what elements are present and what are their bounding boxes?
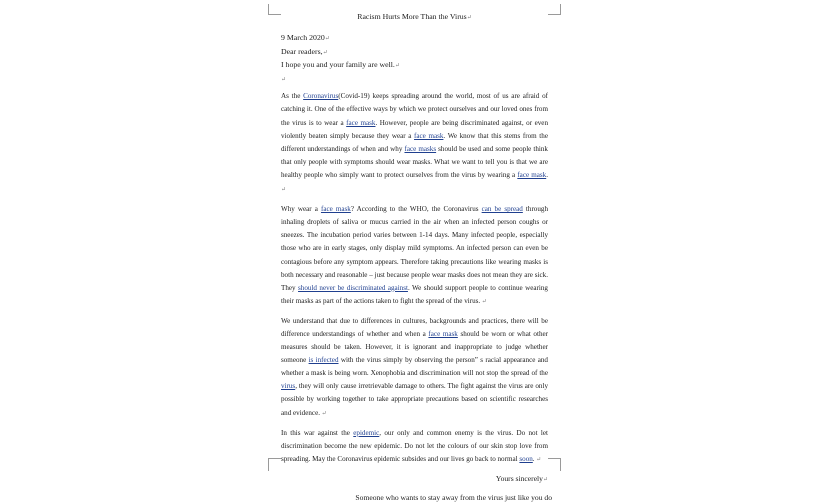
paragraph-text: In this war against the (281, 428, 354, 437)
paragraph-text: We understand that due to differences in cultures, backgrounds and practices, there will be difference understandings of whether and when a (281, 316, 548, 338)
paragraph-2 (281, 203, 548, 309)
underlined-term[interactable]: face masks (404, 144, 437, 153)
paragraph-text: through inhaling droplets of saliva or mucus carried in the air when an infected person coughs or sneezes. The incubation period varies between 1-14 days. Many infected people, especially those who are in early stages, only display mild symptoms. An infected person can even be contagious before any symptom appears. Therefore taking precautions like wearing masks is both necessary and reasonable – just because people wear masks does not mean they are sick. They (281, 205, 548, 292)
paragraph-text: . (546, 170, 548, 179)
signature-line: Someone who wants to stay away from the virus just like you do (355, 493, 552, 503)
paragraph-text: . (532, 454, 535, 463)
paragraph-text: , our only and common enemy is the virus. Do not let discrimination become the new epidemic. Do not let the colours of our skin stop love from spreading. May the Coronavirus epidemic subsides and our lives go back to normal (281, 428, 549, 463)
document-title: Racism Hurts More Than the Virus↵ (357, 12, 472, 21)
paragraph-text: . However, people are being discriminated against, or even violently beaten simply because they wear a (281, 118, 548, 140)
underlined-term[interactable]: Coronavirus (303, 92, 339, 101)
paragraph-text: (Covid-19) keeps spreading around the world, most of us are afraid of catching it. One of the effective ways by which we protect ourselves and our loved ones from the virus is to wear a (281, 92, 548, 127)
underlined-term[interactable]: epidemic (353, 428, 380, 437)
closing-line: Yours sincerely↵ (495, 473, 548, 483)
empty-line: ↵ (281, 76, 287, 83)
paragraph-mark: ↵ (281, 187, 287, 194)
underlined-term[interactable]: face mask (346, 118, 376, 127)
underlined-term[interactable]: can be spread (481, 205, 523, 214)
underlined-term[interactable]: face mask (517, 170, 547, 179)
underlined-term[interactable]: face mask (414, 131, 444, 140)
paragraph-text: , they will only cause irretrievable damage to others. The fight against the virus are only possible by working together to take appropriate precautions based on scientific researches and evidence. (281, 382, 548, 417)
page-corner-top-left (268, 4, 281, 15)
paragraph-text: Why wear a (281, 205, 321, 214)
paragraph-text: should be worn or what other measures should be taken. However, it is ignorant and inappropriate to judge whether someone (281, 329, 549, 365)
paragraph-text: . We should support people to continue wearing their masks as part of the actions taken to fight the spread of the virus. (281, 283, 548, 305)
paragraph-text: . We know that this stems from the different understandings of when and why (281, 131, 548, 153)
paragraph-3 (281, 315, 548, 421)
page-corner-bottom-left (268, 458, 281, 471)
underlined-term[interactable]: soon (519, 454, 533, 463)
page-corner-bottom-right (548, 458, 561, 471)
greeting-block (281, 32, 548, 86)
underlined-term[interactable]: virus (281, 382, 296, 391)
paragraph-text: As the (281, 92, 304, 101)
document-page[interactable] (281, 11, 552, 504)
underlined-term[interactable]: face mask (320, 205, 351, 214)
underlined-term[interactable]: should never be discriminated against (298, 283, 408, 292)
paragraph-1 (281, 90, 548, 197)
paragraph-mark: ↵ (480, 298, 487, 305)
paragraph-mark: ↵ (534, 456, 542, 463)
paragraph-mark: ↵ (320, 410, 327, 417)
underlined-term[interactable]: is infected (308, 356, 339, 365)
paragraph-text: should be used and some people think that only people with symptoms should wear masks. What we want to tell you is that we are healthy people who simply want to protect ourselves from the virus by wearing a (281, 144, 548, 179)
paragraph-text: with the virus simply by observing the person” s racial appearance and whether a mask is being worn. Xenophobia and discrimination will not stop the spread of the (281, 356, 548, 378)
page-corner-top-right (548, 4, 561, 15)
wish-line: I hope you and your family are well.↵ (281, 60, 400, 70)
salutation-line: Dear readers,↵ (281, 46, 328, 56)
paragraph-4 (281, 427, 548, 467)
paragraph-text: ? According to the WHO, the Coronavirus (350, 205, 482, 214)
date-line: 9 March 2020↵ (281, 33, 330, 42)
underlined-term[interactable]: face mask (428, 329, 458, 338)
